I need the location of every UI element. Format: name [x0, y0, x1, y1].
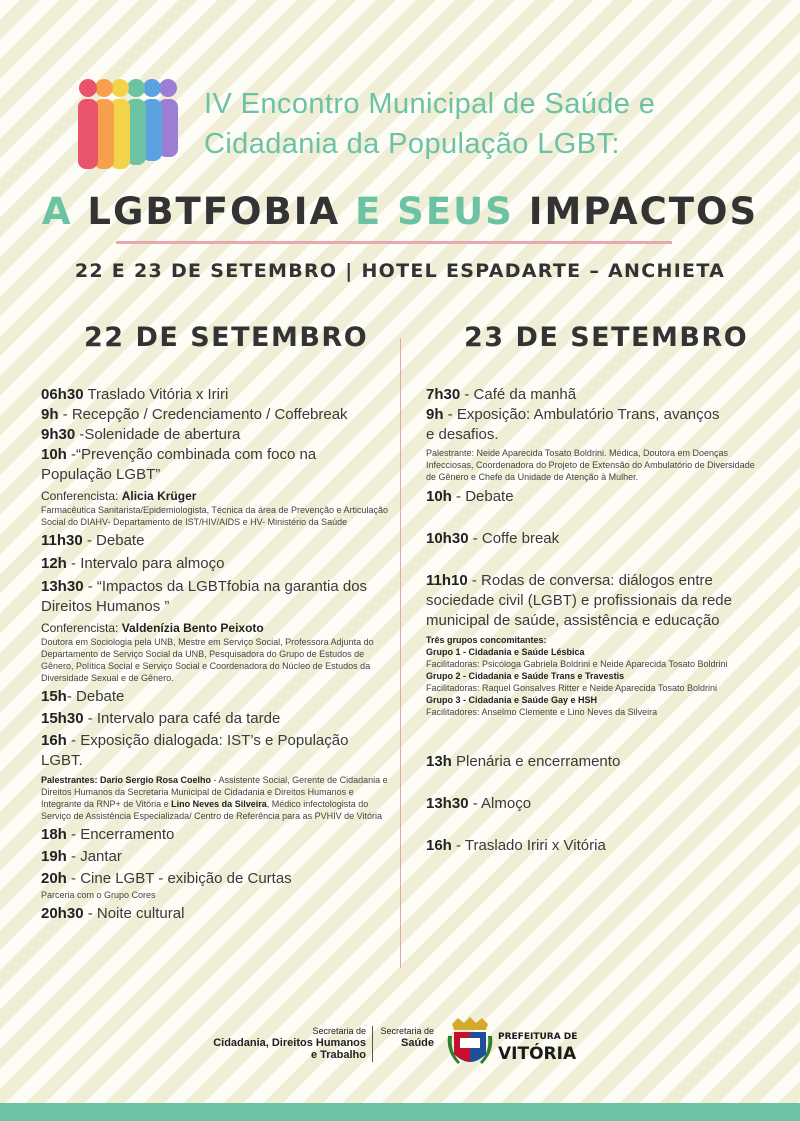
headline-word: A	[41, 190, 73, 233]
prefeitura-label: PREFEITURA DE	[498, 1032, 578, 1042]
column-divider	[400, 338, 401, 968]
secretaria-label: Secretaria de	[380, 1026, 434, 1036]
day2-title: 23 DE SETEMBRO	[464, 322, 749, 353]
speakers-info: Palestrantes: Dario Sergio Rosa Coelho - Assistente Social, Gerente de Cidadania e Direitos Humanos da Secretaria Municipal de Cidadania e Direitos Humanos e Integrante da RNP+ de Vitória e Lino Neves da Silveira, Médico infectologista do Serviço de Assistência Especializada/ Centro de Referência para as PVHIV de Vitória	[41, 775, 388, 821]
day1-schedule	[41, 385, 391, 924]
day2-schedule	[426, 385, 778, 856]
group-facilitators: Facilitadores: Anselmo Clemente e Lino Neves da Silveira	[426, 707, 658, 717]
schedule-item: 7h30 - Café da manhã	[426, 386, 577, 403]
footer-separator	[372, 1026, 373, 1062]
speaker-line: Conferencista: Valdenízia Bento Peixoto	[41, 621, 264, 635]
group-facilitators: Facilitadoras: Psicóloga Gabriela Boldrini e Neide Aparecida Tosato Boldrini	[426, 659, 728, 669]
schedule-item: 13h Plenária e encerramento	[426, 753, 621, 770]
speaker-bio: Doutora em Sociologia pela UNB, Mestre em Serviço Social, Professora Adjunta do Departamento de Serviço Social da UNB, Pesquisadora do Grupo de Estudos de Gênero, Política Social e Serviço Social e Coordenadora do Núcleo de Estudos da Diversidade Sexual e de Gênero.	[41, 637, 374, 683]
day1-title: 22 DE SETEMBRO	[84, 322, 369, 353]
speaker-line: Conferencista: Alicia Krüger	[41, 489, 197, 503]
prefeitura-city: VITÓRIA	[498, 1044, 577, 1064]
schedule-item: 16h - Traslado Iriri x Vitória	[426, 837, 606, 854]
prefeitura-logo	[498, 1030, 588, 1064]
schedule-item: 9h - Recepção / Credenciamento / Coffebreak	[41, 406, 348, 423]
group-facilitators: Facilitadoras: Raquel Gonsalves Ritter e Neide Aparecida Tosato Boldrini	[426, 683, 717, 693]
headline-underline	[116, 241, 672, 244]
footer-bar	[0, 1103, 800, 1121]
item-note: Parceria com o Grupo Cores	[41, 890, 156, 900]
schedule-item: 11h10 - Rodas de conversa: diálogos entre sociedade civil (LGBT) e profissionais da rede municipal de saúde, assistência e educação	[426, 572, 732, 629]
group-title: Grupo 2 - Cidadania e Saúde Trans e Travestis	[426, 671, 625, 681]
schedule-item: 11h30 - Debate	[41, 532, 145, 549]
group-title: Grupo 1 - Cidadania e Saúde Lésbica	[426, 647, 585, 657]
date-venue: 22 E 23 DE SETEMBRO | HOTEL ESPADARTE – ANCHIETA	[74, 260, 726, 282]
secretaria-name: Saúde	[400, 1037, 434, 1049]
schedule-item: 20h30 - Noite cultural	[41, 905, 185, 922]
schedule-item: 10h30 - Coffe break	[426, 530, 560, 547]
headline-word: E	[355, 190, 383, 233]
schedule-item: 13h30 - “Impactos da LGBTfobia na garantia dos Direitos Humanos ”	[41, 578, 368, 615]
secretaria-name: Cidadania, Direitos Humanos	[213, 1037, 366, 1049]
footer-logos	[0, 1016, 800, 1080]
event-title-line-2: Cidadania da População LGBT:	[204, 128, 620, 160]
group-title: Grupo 3 - Cidadania e Saúde Gay e HSH	[426, 695, 598, 705]
headline-word: LGBTFOBIA	[87, 190, 341, 233]
speaker-bio: Farmacêutica Sanitarista/Epidemiologista, Técnica da área de Prevenção e Articulação Social do DIAHV- Departamento de IST/HIV/AIDS e HV- Ministério da Saúde	[41, 505, 389, 527]
schedule-item: 10h - Debate	[426, 488, 514, 505]
secretaria-label: Secretaria de	[312, 1026, 366, 1036]
event-title	[204, 84, 764, 164]
schedule-item: 20h - Cine LGBT - exibição de Curtas	[41, 870, 292, 887]
speaker-bio: Palestrante: Neide Aparecida Tosato Boldrini. Médica, Doutora em Doenças Infecciosas, Coordenadora do Projeto de Extensão do Ambulatório de Diversidade de Gênero e Chefe da Unidade de Atenção à Mulher.	[426, 448, 755, 482]
schedule-item: 15h- Debate	[41, 688, 125, 705]
headline	[0, 190, 800, 233]
event-title-line-1: IV Encontro Municipal de Saúde e	[204, 88, 656, 120]
schedule-item: 12h - Intervalo para almoço	[41, 555, 225, 572]
secretaria-saude	[374, 1026, 434, 1049]
headline-word: SEUS	[397, 190, 514, 233]
rainbow-people-logo	[72, 74, 190, 170]
schedule-item: 10h -“Prevenção combinada com foco na População LGBT”	[41, 446, 317, 483]
group-note: Três grupos concomitantes:	[426, 635, 547, 645]
secretaria-cidadania	[190, 1026, 366, 1061]
schedule-item: 19h - Jantar	[41, 848, 122, 865]
headline-word: IMPACTOS	[528, 190, 759, 233]
coat-of-arms-icon	[446, 1016, 494, 1074]
secretaria-name: e Trabalho	[310, 1049, 366, 1061]
schedule-item: 06h30 Traslado Vitória x Iriri	[41, 386, 229, 403]
schedule-item: 13h30 - Almoço	[426, 795, 532, 812]
schedule-item: 18h - Encerramento	[41, 826, 175, 843]
schedule-item: 16h - Exposição dialogada: IST’s e População LGBT.	[41, 732, 349, 769]
schedule-item: 9h - Exposição: Ambulatório Trans, avanços e desafios.	[426, 406, 720, 443]
schedule-item: 15h30 - Intervalo para café da tarde	[41, 710, 281, 727]
schedule-item: 9h30 -Solenidade de abertura	[41, 426, 241, 443]
